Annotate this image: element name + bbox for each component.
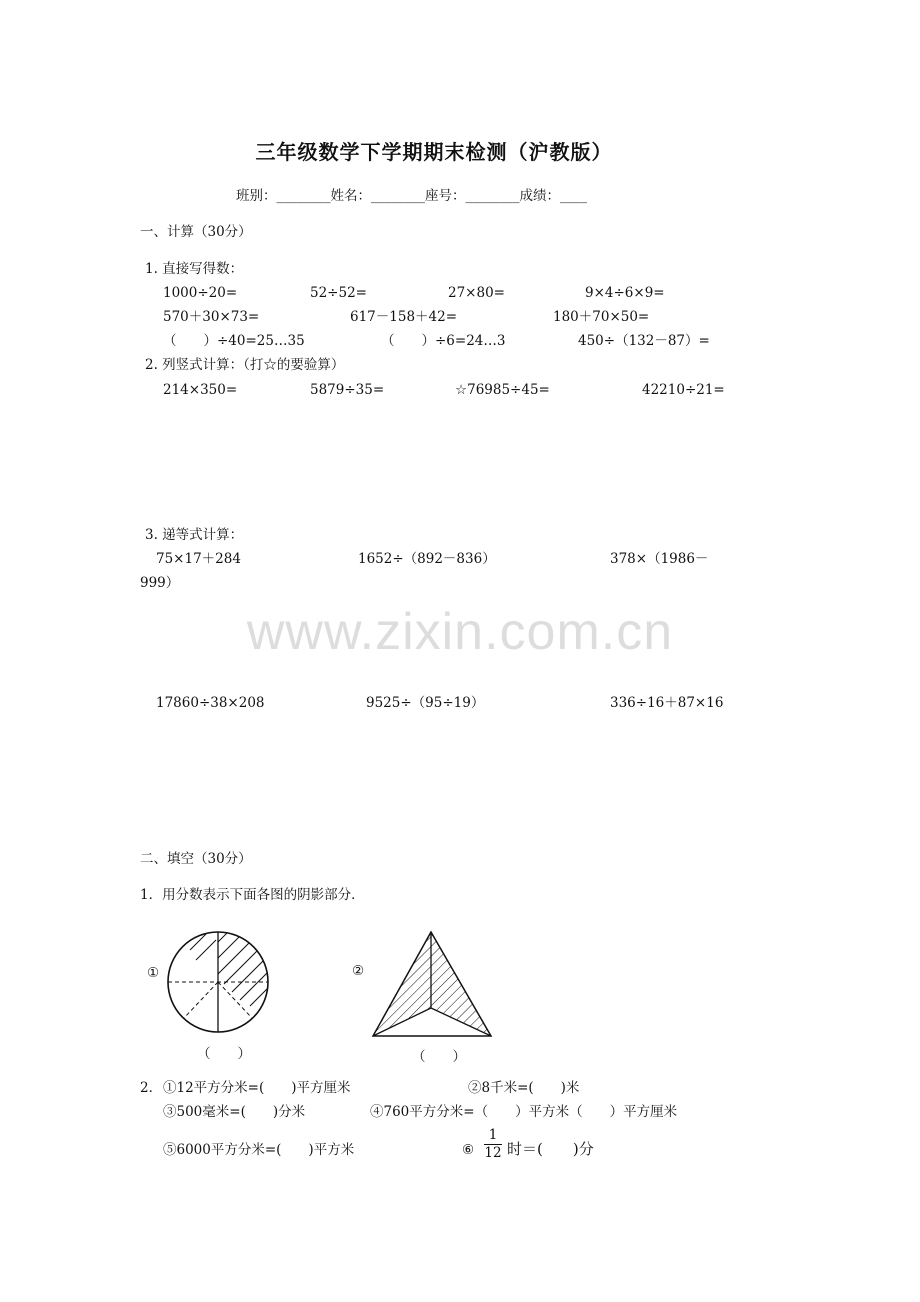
s2-q2-label: 2． xyxy=(140,1080,163,1096)
s2-q2-item6-marker: ⑥ xyxy=(462,1142,475,1158)
watermark: www.zixin.com.cn xyxy=(246,603,674,661)
q2-item: 42210÷21= xyxy=(642,382,725,398)
s2-q2-item6-text: 时＝( )分 xyxy=(507,1140,594,1158)
q1-r3-item: （ ）÷40=25…35 xyxy=(163,333,305,349)
section1-heading: 一、计算（30分） xyxy=(140,224,252,240)
figure2-marker: ② xyxy=(352,963,365,979)
s2-q2-item2: ②8千米=( )米 xyxy=(468,1080,580,1096)
s2-q2-item5: ⑤6000平方分米=( )平方米 xyxy=(163,1142,355,1158)
q1-r1-item: 52÷52= xyxy=(310,285,367,301)
figure2-answer: （ ） xyxy=(412,1049,466,1065)
q1-r3-item: 450÷（132－87）= xyxy=(578,333,710,349)
page-title: 三年级数学下学期期末检测（沪教版） xyxy=(255,140,613,164)
shaded-circle-figure xyxy=(160,926,280,1042)
q3-r2-item: 17860÷38×208 xyxy=(156,695,265,711)
s2-q2-item4: ④760平方分米=（ ）平方米（ ）平方厘米 xyxy=(370,1104,678,1120)
q2-item: 5879÷35= xyxy=(310,382,385,398)
s2-q2-item3: ③500毫米=( )分米 xyxy=(163,1104,306,1120)
figure1-marker: ① xyxy=(147,965,160,981)
q3-label: 3. 递等式计算： xyxy=(145,527,244,543)
q1-r2-item: 180＋70×50= xyxy=(553,309,650,325)
q3-r2-item: 9525÷（95÷19） xyxy=(366,695,485,711)
fraction-one-twelfth xyxy=(484,1127,502,1162)
q1-r2-item: 617－158＋42= xyxy=(350,309,458,325)
q1-r1-item: 9×4÷6×9= xyxy=(585,285,665,301)
student-info-line: 班别：________姓名：________座号：________成绩：____ xyxy=(236,188,587,204)
q1-label: 1. 直接写得数： xyxy=(145,261,244,277)
q2-item: 214×350= xyxy=(163,382,238,398)
q3-r1-item: 378×（1986－ xyxy=(610,551,709,567)
q1-r2-item: 570＋30×73= xyxy=(163,309,260,325)
s2-q2-item1: ①12平方分米=( )平方厘米 xyxy=(163,1080,351,1096)
q3-r1-item: 75×17＋284 xyxy=(156,551,241,567)
q3-r1-item: 1652÷（892－836） xyxy=(358,551,496,567)
s2-q1-label: 1．用分数表示下面各图的阴影部分． xyxy=(140,887,365,903)
shaded-triangle-figure xyxy=(370,928,496,1040)
q2-item: ☆76985÷45= xyxy=(455,382,550,398)
fraction-numerator: 1 xyxy=(484,1127,502,1145)
figure1-answer: （ ） xyxy=(197,1046,251,1062)
q3-r1-wrap: 999） xyxy=(140,575,180,591)
q1-r1-item: 1000÷20= xyxy=(163,285,238,301)
fraction-denominator: 12 xyxy=(484,1145,502,1161)
q1-r1-item: 27×80= xyxy=(448,285,505,301)
q3-r2-item: 336÷16＋87×16 xyxy=(610,695,724,711)
q2-label: 2. 列竖式计算：（打☆的要验算） xyxy=(145,357,345,373)
section2-heading: 二、填空（30分） xyxy=(140,851,252,867)
q1-r3-item: （ ）÷6=24…3 xyxy=(381,333,506,349)
